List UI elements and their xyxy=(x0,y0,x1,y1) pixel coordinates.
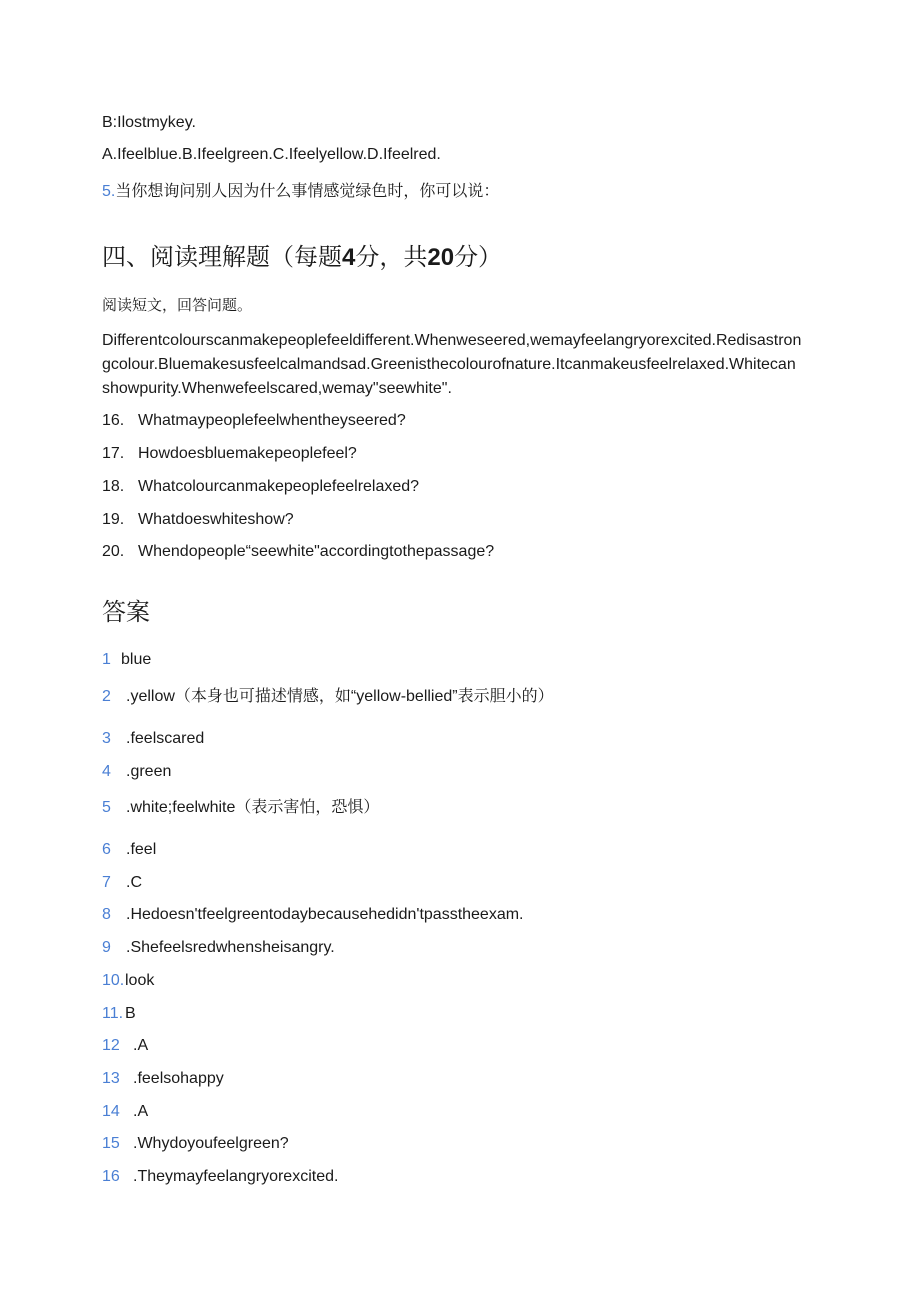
answer-number: 14 xyxy=(102,1103,120,1120)
answer-item xyxy=(102,1036,148,1056)
answer-number: 7 xyxy=(102,874,111,891)
question-number: 18. xyxy=(102,478,125,495)
answer-text: B xyxy=(125,1005,136,1022)
reading-question xyxy=(102,542,494,562)
question-text: Whatmaypeoplefeelwhentheyseered? xyxy=(138,412,406,429)
answer-number: 13 xyxy=(102,1070,120,1087)
answer-number: 8 xyxy=(102,906,111,923)
answer-number: 4 xyxy=(102,763,111,780)
answer-item xyxy=(102,938,335,958)
answer-number: 9 xyxy=(102,939,111,956)
answer-text: .Theymayfeelangryorexcited. xyxy=(133,1168,339,1185)
answer-text: .feelsohappy xyxy=(133,1070,224,1087)
reading-instruction: 阅读短文，回答问题。 xyxy=(102,297,253,314)
question-number: 16. xyxy=(102,412,125,429)
answer-item xyxy=(102,650,151,670)
answer-text: .Hedoesn'tfeelgreentodaybecausehedidn'tpasstheexam. xyxy=(126,906,524,923)
answer-number: 2 xyxy=(102,688,111,705)
heading-part: 分） xyxy=(454,244,503,271)
answer-text: .Whydoyoufeelgreen? xyxy=(133,1135,289,1152)
reading-question xyxy=(102,411,406,431)
answer-text: blue xyxy=(121,651,152,668)
answer-number: 10. xyxy=(102,972,125,989)
answer-text: .A xyxy=(133,1037,149,1054)
reading-passage: Differentcolourscanmakepeoplefeeldifferent.Whenweseered,wemayfeelangryorexcited.Redisastrongcolour.Bluemakesusfeelcalmandsad.Greenisthecolourofnature.Itcanmakeusfeelrelaxed.Whitecanshowpurity.Whenwefeelscared,wemay"seewhite". xyxy=(102,332,802,397)
question-number: 17. xyxy=(102,445,125,462)
answer-text: .A xyxy=(133,1103,149,1120)
answer-item xyxy=(102,1167,338,1187)
answer-number: 11. xyxy=(102,1005,124,1022)
answer-number: 3 xyxy=(102,730,111,747)
dialogue-line-b: B:Ilostmykey. xyxy=(102,114,196,131)
heading-part: 分，共 xyxy=(355,244,428,271)
answer-item xyxy=(102,971,154,991)
heading-score-each: 4 xyxy=(342,244,356,271)
section-heading-reading xyxy=(102,243,502,273)
answer-text: look xyxy=(125,972,155,989)
reading-question xyxy=(102,477,419,497)
question-number: 19. xyxy=(102,511,125,528)
question-text: Whatcolourcanmakepeoplefeelrelaxed? xyxy=(138,478,420,495)
answer-item xyxy=(102,873,142,893)
answer-text: .green xyxy=(126,763,172,780)
answer-text: .white;feelwhite（表示害怕，恐惧） xyxy=(126,799,380,816)
answer-number: 16 xyxy=(102,1168,120,1185)
answer-item xyxy=(102,1134,289,1154)
question-text: Howdoesbluemakepeoplefeel? xyxy=(138,445,357,462)
answer-item xyxy=(102,840,156,860)
question-text: 当你想询问别人因为什么事情感觉绿色时，你可以说： xyxy=(115,183,500,200)
question-number: 5. xyxy=(102,183,116,200)
answer-item xyxy=(102,1069,224,1089)
answer-item xyxy=(102,729,204,749)
question-text: Whendopeople“seewhite"accordingtothepassage? xyxy=(138,543,495,560)
answer-text: .C xyxy=(126,874,142,891)
answer-item xyxy=(102,1102,148,1122)
answer-item xyxy=(102,687,554,707)
answer-item xyxy=(102,1004,136,1024)
reading-question xyxy=(102,510,294,530)
answer-text: .yellow（本身也可描述情感，如“yellow-bellied”表示胆小的） xyxy=(126,688,554,705)
question-number: 20. xyxy=(102,543,125,560)
answer-number: 5 xyxy=(102,799,111,816)
answer-text: .feelscared xyxy=(126,730,205,747)
heading-score-total: 20 xyxy=(427,244,455,271)
answer-number: 15 xyxy=(102,1135,120,1152)
answer-number: 1 xyxy=(102,651,111,668)
answer-item xyxy=(102,798,379,818)
answer-number: 12 xyxy=(102,1037,120,1054)
question-5 xyxy=(102,182,499,202)
heading-part: 四、阅读理解题（每题 xyxy=(102,244,342,271)
answer-item xyxy=(102,905,524,925)
reading-question xyxy=(102,444,357,464)
answers-heading: 答案 xyxy=(102,599,150,626)
answer-item xyxy=(102,762,171,782)
answer-number: 6 xyxy=(102,841,111,858)
question-text: Whatdoeswhiteshow? xyxy=(138,511,294,528)
answer-text: .feel xyxy=(126,841,157,858)
q4-options: A.Ifeelblue.B.Ifeelgreen.C.Ifeelyellow.D.Ifeelred. xyxy=(102,146,441,163)
answer-text: .Shefeelsredwhensheisangry. xyxy=(126,939,335,956)
